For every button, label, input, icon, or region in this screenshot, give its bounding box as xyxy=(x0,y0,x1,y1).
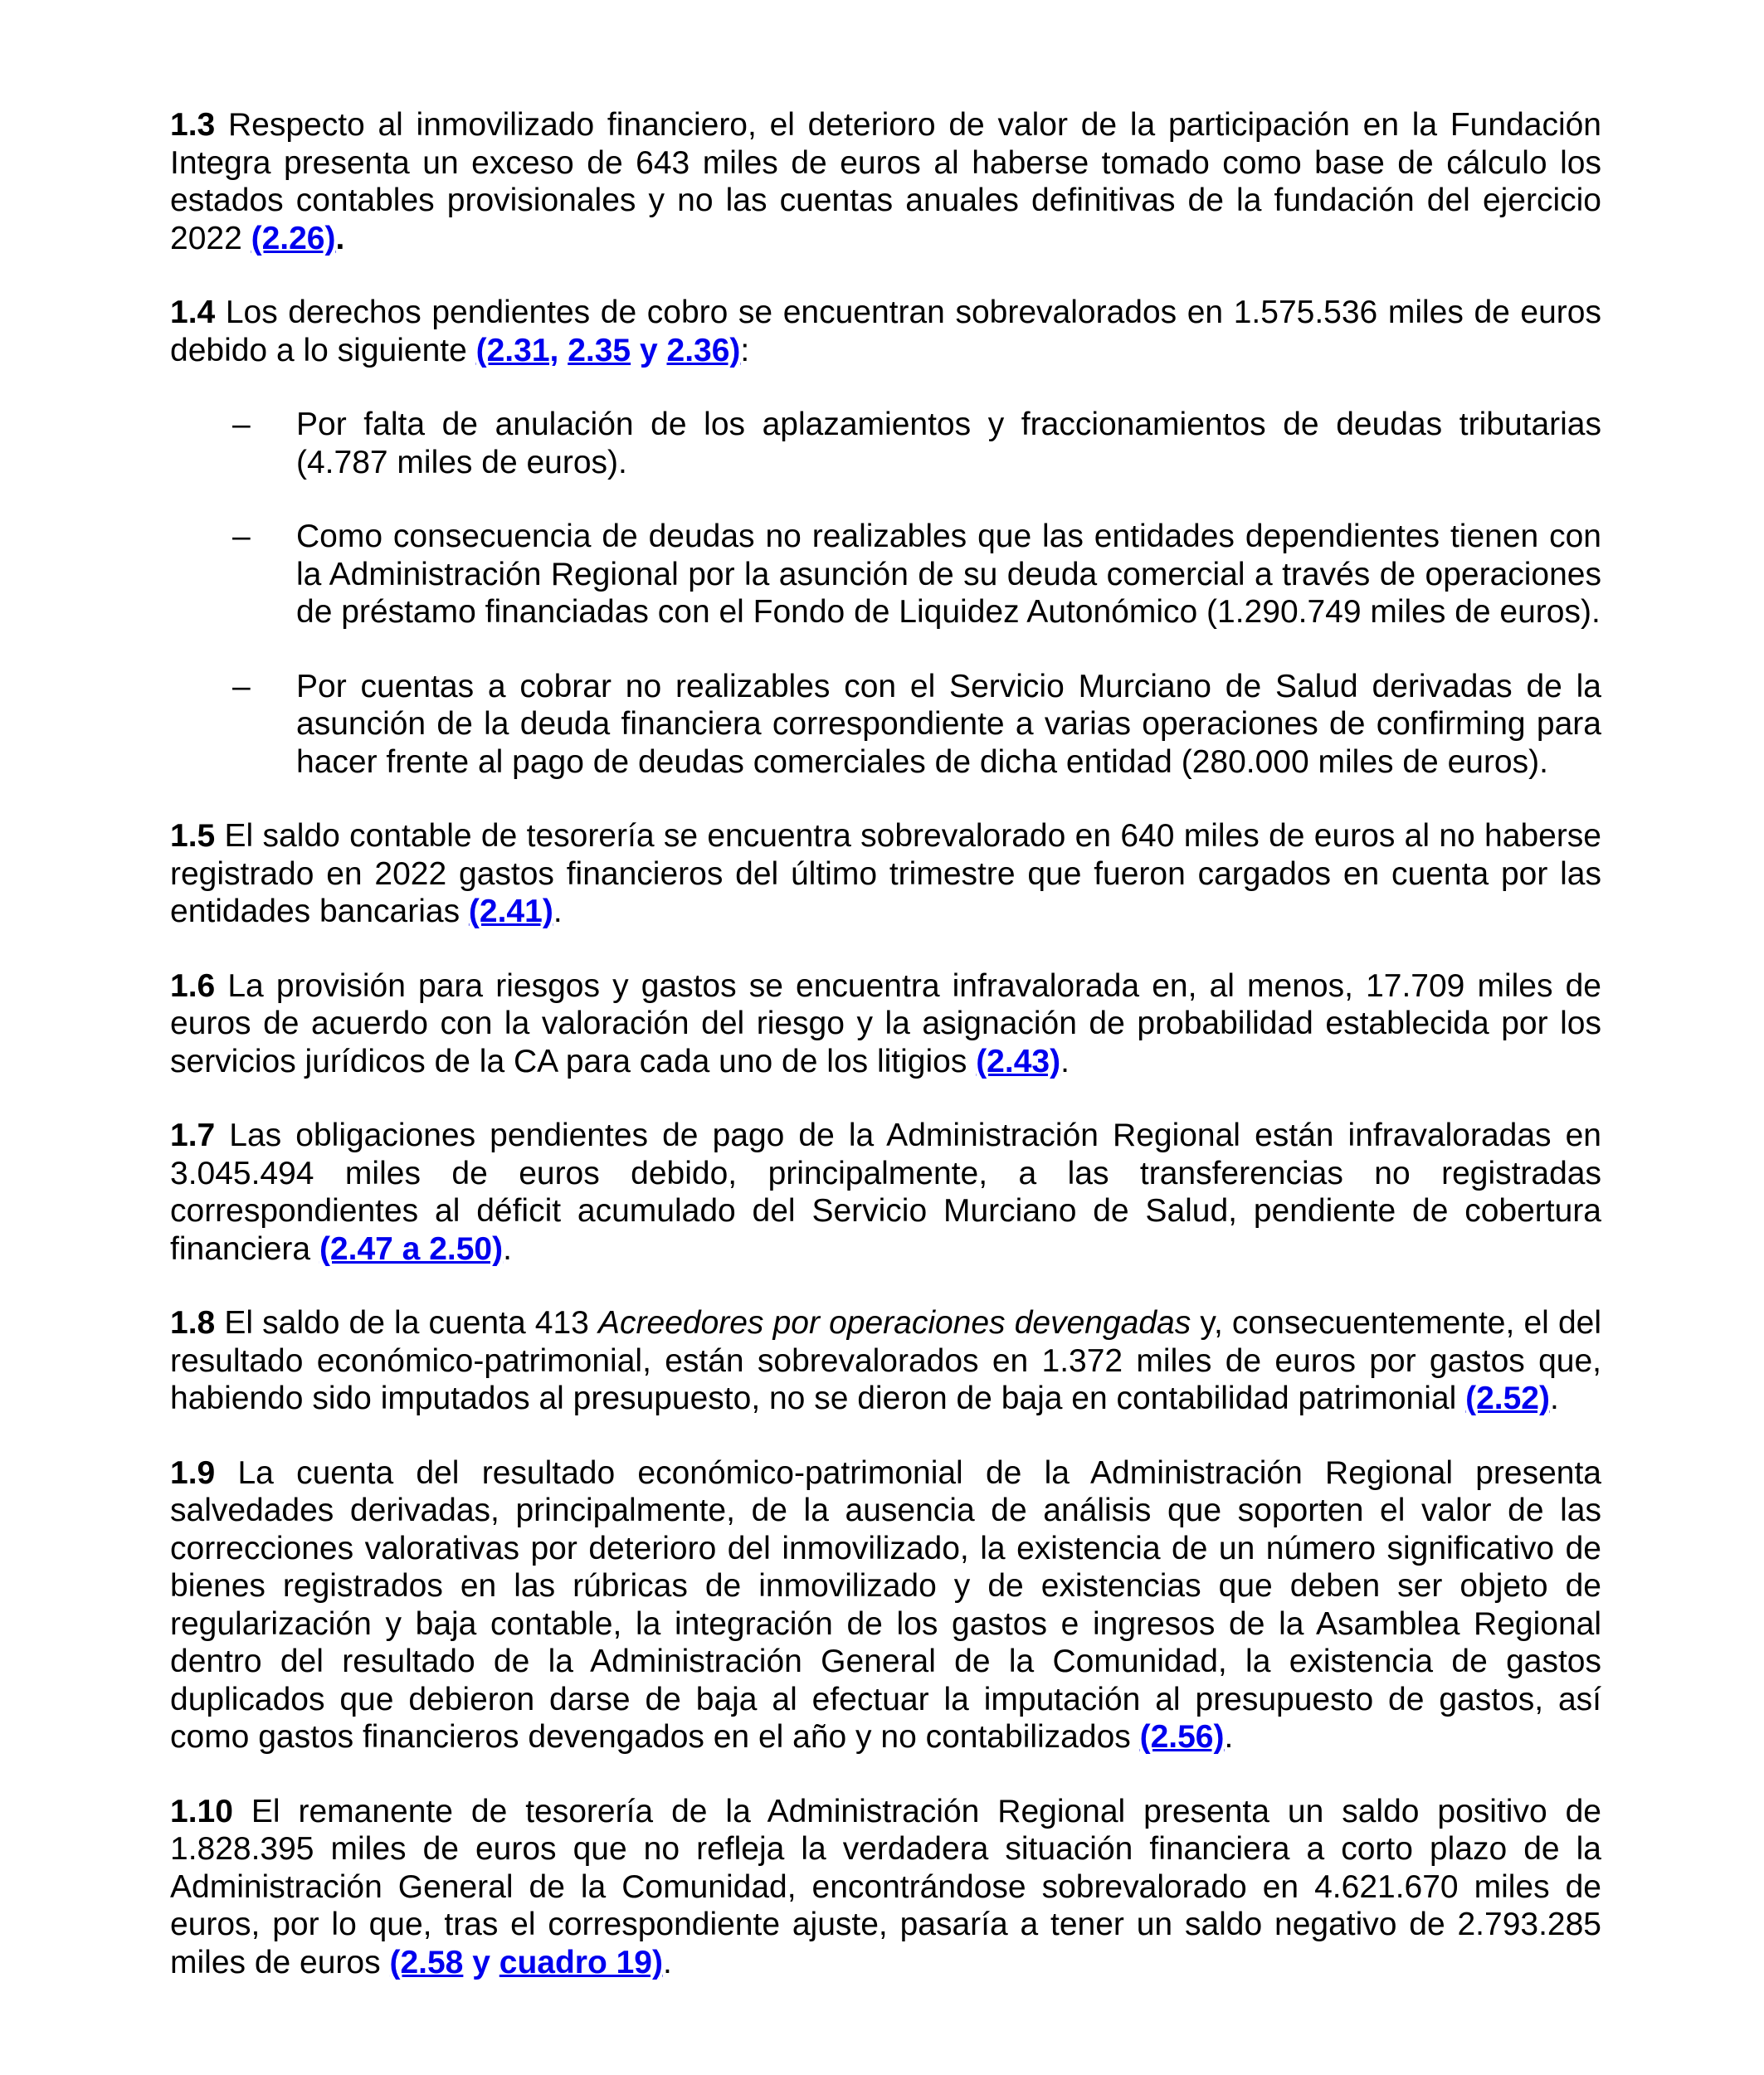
list-item-text: Por cuentas a cobrar no realizables con el Servicio Murciano de Salud derivadas de la asunción de la deuda financiera correspondiente a varias operaciones de confirming para hacer frente al pago de deudas comerciales de dicha entidad (280.000 miles de euros). xyxy=(296,668,1601,780)
document-page xyxy=(170,106,1601,2018)
paragraph-text: El saldo de la cuenta 413 xyxy=(215,1305,598,1341)
paragraph-text: El remanente de tesorería de la Administración Regional presenta un saldo positivo de 1.828.395 miles de euros que no refleja la verdadera situación financiera a corto plazo de la Administración General de la Comunidad, encontrándose sobrevalorado en 4.621.670 miles de euros, por lo que, tras el correspondiente ajuste, pasaría a tener un saldo negativo de 2.793.285 miles de euros xyxy=(170,1793,1601,1980)
paragraph-1-10 xyxy=(170,1793,1601,1982)
paragraph-text: La cuenta del resultado económico-patrimonial de la Administración Regional presenta salvedades derivadas, principalmente, de la ausencia de análisis que soporten el valor de las correcciones valorativas por deterioro del inmovilizado, la existencia de un número significativo de bienes registrados en las rúbricas de inmovilizado y de existencias que deben ser objeto de regularización y baja contable, la integración de los gastos e ingresos de la Asamblea Regional dentro del resultado de la Administración General de la Comunidad, la existencia de gastos duplicados que debieron darse de baja al efectuar la imputación al presupuesto de gastos, así como gastos financieros devengados en el año y no contabilizados xyxy=(170,1454,1601,1755)
paragraph-end: . xyxy=(553,894,563,929)
paragraph-number: 1.10 xyxy=(170,1793,233,1829)
paragraph-1-9 xyxy=(170,1454,1601,1756)
reference-link[interactable]: cuadro 19) xyxy=(499,1944,663,1980)
reference-link[interactable]: (2.56) xyxy=(1139,1719,1225,1755)
paragraph-text: Las obligaciones pendientes de pago de la Administración Regional están infravaloradas en 3.045.494 miles de euros debido, principalmente, a las transferencias no registradas correspondientes al déficit acumulado del Servicio Murciano de Salud, pendiente de cobertura financiera xyxy=(170,1118,1601,1267)
dash-bullet-icon: – xyxy=(232,407,251,442)
list-item xyxy=(170,406,1601,481)
paragraph-1-3 xyxy=(170,106,1601,257)
paragraph-text: Respecto al inmovilizado financiero, el deterioro de valor de la participación en la Fundación Integra presenta un exceso de 643 miles de euros al haberse tomado como base de cálculo los estados contables provisionales y no las cuentas anuales definitivas de la fundación del ejercicio 2022 xyxy=(170,107,1601,256)
paragraph-1-8 xyxy=(170,1304,1601,1418)
reference-link[interactable]: (2.41) xyxy=(468,894,553,929)
paragraph-end: . xyxy=(335,220,345,256)
paragraph-end: . xyxy=(1060,1043,1070,1079)
paragraph-end: . xyxy=(503,1230,512,1267)
paragraph-number: 1.3 xyxy=(170,107,216,143)
paragraph-1-6 xyxy=(170,967,1601,1081)
paragraph-number: 1.4 xyxy=(170,295,216,330)
dash-bullet-icon: – xyxy=(232,668,251,704)
paragraph-number: 1.6 xyxy=(170,967,216,1004)
reference-join: y xyxy=(639,332,658,368)
reference-link[interactable]: (2.52) xyxy=(1465,1381,1550,1416)
account-name: Acreedores por operaciones devengadas xyxy=(598,1305,1191,1341)
list-item xyxy=(170,518,1601,631)
paragraph-end: . xyxy=(662,1944,672,1980)
list-item-text: Por falta de anulación de los aplazamientos y fraccionamientos de deudas tributarias (4.787 miles de euros). xyxy=(296,407,1601,480)
paragraph-end: . xyxy=(1549,1381,1559,1416)
paragraph-end: . xyxy=(1224,1719,1234,1755)
paragraph-text: y, consecuentemente, el del resultado económico-patrimonial, están sobrevalorados en 1.372 miles de euros por gastos que, habiendo sido imputados al presupuesto, no se dieron de baja en contabilidad patrimonial xyxy=(170,1305,1601,1416)
reference-link[interactable]: 2.36) xyxy=(666,332,741,368)
paragraph-number: 1.9 xyxy=(170,1454,216,1491)
paragraph-1-4 xyxy=(170,294,1601,369)
reference-link[interactable]: (2.43) xyxy=(976,1043,1061,1079)
list-item xyxy=(170,668,1601,782)
paragraph-text: Los derechos pendientes de cobro se encuentran sobrevalorados en 1.575.536 miles de euros debido a lo siguiente xyxy=(170,295,1601,368)
reference-link[interactable]: (2.47 a 2.50) xyxy=(319,1230,504,1267)
reference-join: y xyxy=(472,1944,490,1980)
paragraph-text: El saldo contable de tesorería se encuentra sobrevalorado en 640 miles de euros al no haberse registrado en 2022 gastos financieros del último trimestre que fueron cargados en cuenta por las entidades bancarias xyxy=(170,818,1601,929)
list-item-text: Como consecuencia de deudas no realizables que las entidades dependientes tienen con la Administración Regional por la asunción de su deuda comercial a través de operaciones de préstamo financiadas con el Fondo de Liquidez Autonómico (1.290.749 miles de euros). xyxy=(296,519,1601,630)
dash-bullet-icon: – xyxy=(232,519,251,554)
reference-link[interactable]: (2.31, xyxy=(475,332,559,368)
paragraph-end: : xyxy=(740,332,750,368)
reference-link[interactable]: (2.26) xyxy=(251,220,336,256)
reference-link[interactable]: (2.58 xyxy=(389,1944,464,1980)
paragraph-1-7 xyxy=(170,1117,1601,1268)
paragraph-number: 1.8 xyxy=(170,1305,216,1341)
paragraph-text: La provisión para riesgos y gastos se encuentra infravalorada en, al menos, 17.709 miles de euros de acuerdo con la valoración del riesgo y la asignación de probabilidad establecida por los servicios jurídicos de la CA para cada uno de los litigios xyxy=(170,967,1601,1079)
paragraph-number: 1.5 xyxy=(170,818,216,854)
paragraph-1-5 xyxy=(170,817,1601,931)
paragraph-number: 1.7 xyxy=(170,1118,216,1153)
reference-link[interactable]: 2.35 xyxy=(568,332,631,368)
bullet-list xyxy=(170,406,1601,781)
